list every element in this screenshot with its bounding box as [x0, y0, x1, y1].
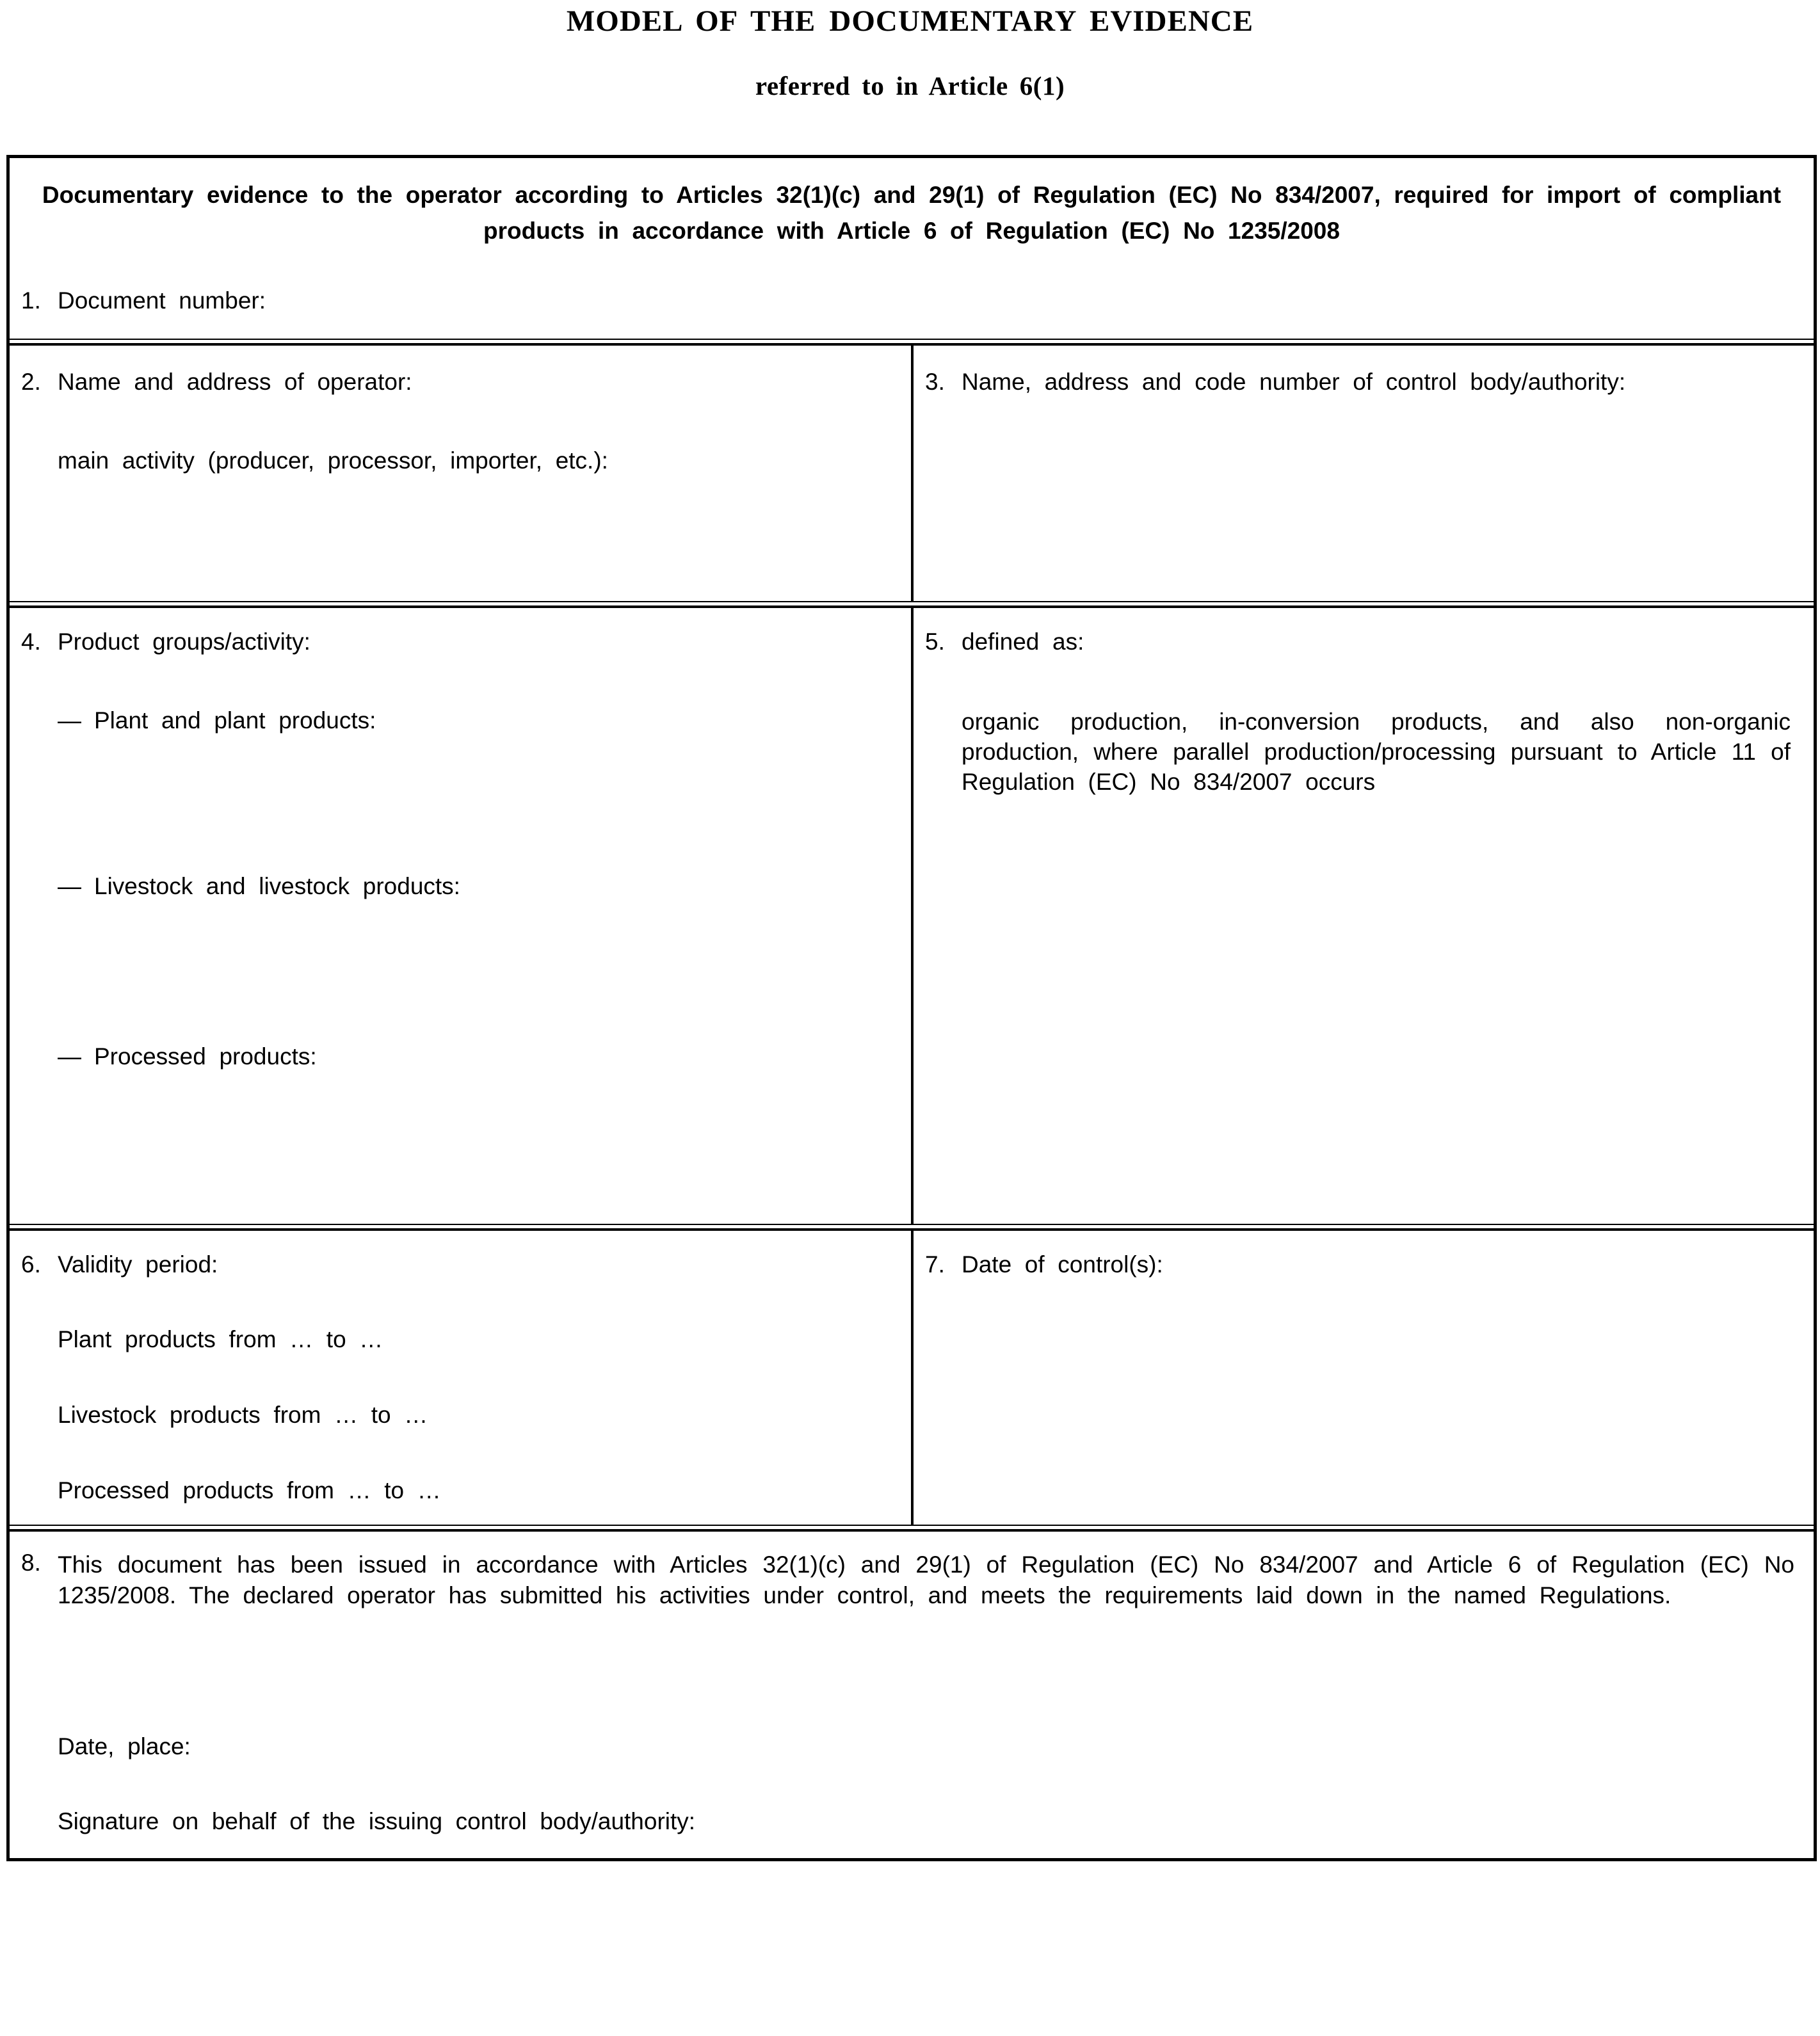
- row-validity-datecontrols: [10, 1228, 1814, 1526]
- date-place-label: Date, place:: [58, 1733, 191, 1759]
- declaration-paragraph: This document has been issued in accordance with Articles 32(1)(c) and 29(1) of Regulation (EC) No 834/2007 and Article 6 of Regulation (EC) No 1235/2008. The declared operator has submitted his activities under control, and meets the requirements laid down in the named Regulations.: [58, 1551, 1794, 1608]
- row-header-document-number: [10, 158, 1814, 340]
- field-declaration: [10, 1532, 1814, 1611]
- cell-product-groups: [10, 608, 911, 1224]
- item6-number: 6.: [21, 1251, 41, 1278]
- em-dash: —: [58, 1043, 81, 1070]
- field-control-body: [914, 346, 1791, 396]
- form-table: [6, 155, 1817, 1861]
- item4-number: 4.: [21, 629, 41, 655]
- field-validity-period: [10, 1231, 885, 1278]
- field-plant-products: [58, 707, 885, 735]
- signature-label: Signature on behalf of the issuing control body/authority:: [58, 1808, 696, 1834]
- plant-products-label: Plant and plant products:: [94, 707, 376, 733]
- cell-date-of-controls: [911, 1231, 1814, 1525]
- processed-products-label: Processed products:: [94, 1043, 317, 1070]
- item5-number: 5.: [925, 629, 945, 655]
- item6-label: Validity period:: [58, 1251, 218, 1278]
- validity-livestock-products: Livestock products from … to …: [58, 1402, 428, 1428]
- page-subtitle: referred to in Article 6(1): [755, 71, 1065, 100]
- item3-number: 3.: [925, 369, 945, 395]
- form-header-text: Documentary evidence to the operator according to Articles 32(1)(c) and 29(1) of Regulation (EC) No 834/2007, required for import of compliant products in accordance with Article 6 of Regulation (EC) No 1235/2008: [42, 182, 1782, 244]
- field-processed-products: [58, 1043, 885, 1071]
- livestock-products-label: Livestock and livestock products:: [94, 873, 460, 899]
- cell-validity-period: [10, 1231, 911, 1525]
- cell-defined-as: [911, 608, 1814, 1224]
- page-title: MODEL OF THE DOCUMENTARY EVIDENCE: [566, 4, 1254, 38]
- item4-label: Product groups/activity:: [58, 629, 310, 655]
- field-operator: [10, 346, 885, 396]
- em-dash: —: [58, 873, 81, 899]
- field-defined-as: [914, 608, 1791, 655]
- row-productgroups-definedas: [10, 605, 1814, 1225]
- item3-label: Name, address and code number of control body/authority:: [962, 369, 1626, 395]
- item7-number: 7.: [925, 1251, 945, 1278]
- field-document-number: [10, 287, 1814, 314]
- item2-label: Name and address of operator:: [58, 369, 412, 395]
- field-product-groups: [10, 608, 885, 655]
- item5-label: defined as:: [962, 629, 1084, 655]
- field-livestock-products: [58, 872, 885, 901]
- row-declaration: [10, 1529, 1814, 1858]
- field-date-of-controls: [914, 1231, 1791, 1278]
- item1-number: 1.: [21, 287, 41, 314]
- validity-plant-products: Plant products from … to …: [58, 1326, 383, 1352]
- item2-number: 2.: [21, 369, 41, 395]
- item1-label: Document number:: [58, 287, 266, 314]
- row-operator-controlbody: [10, 343, 1814, 602]
- item7-label: Date of control(s):: [962, 1251, 1163, 1278]
- cell-control-body: [911, 346, 1814, 601]
- validity-processed-products: Processed products from … to …: [58, 1477, 441, 1503]
- defined-as-paragraph: organic production, in-conversion products, and also non-organic production, where parallel production/processing pursuant to Article 11 of Regulation (EC) No 834/2007 occurs: [962, 709, 1791, 795]
- cell-operator: [10, 346, 911, 601]
- item8-number: 8.: [21, 1550, 41, 1576]
- em-dash: —: [58, 707, 81, 733]
- field-main-activity: main activity (producer, processor, importer, etc.):: [58, 447, 608, 474]
